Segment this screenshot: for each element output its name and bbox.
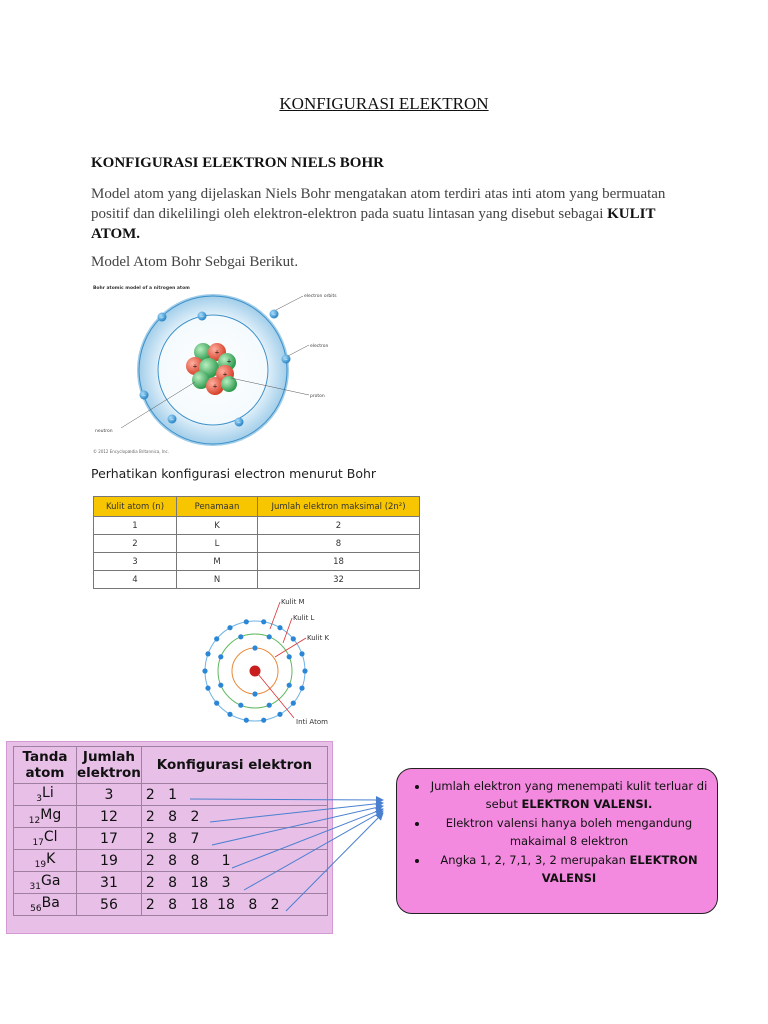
config-header-config: Konfigurasi elektron	[141, 747, 327, 784]
shell-electron	[218, 683, 223, 688]
bullet-text: Angka 1, 2, 7,1, 3, 2 merupakan	[440, 853, 626, 867]
atom-symbol	[14, 850, 77, 872]
valence-bullet-3	[429, 851, 709, 887]
bohr-figure-copyright: © 2012 Encyclopædia Britannica, Inc.	[93, 449, 170, 454]
svg-text:+: +	[222, 370, 228, 379]
svg-text:+: +	[192, 362, 198, 371]
config-header-row	[14, 747, 328, 784]
shell-table-header: Penamaan	[177, 497, 258, 517]
label-kulit-l: Kulit L	[293, 614, 315, 622]
shell-electron	[202, 668, 207, 673]
shell-table-header: Jumlah elektron maksimal (2n²)	[258, 497, 420, 517]
atomic-number: 19	[34, 859, 47, 870]
table-row	[94, 535, 420, 553]
element-symbol: Cl	[43, 829, 58, 846]
svg-text:–: –	[170, 417, 174, 423]
valence-info-box	[396, 768, 718, 914]
table-cell: M	[177, 553, 258, 571]
table-cell: 18	[258, 553, 420, 571]
electron-config-table	[6, 741, 333, 934]
shell-electron	[214, 636, 219, 641]
svg-text:+: +	[212, 382, 218, 391]
electron-config: 2 8 7	[141, 828, 327, 850]
table-cell: 8	[258, 535, 420, 553]
atomic-number: 17	[32, 837, 44, 848]
svg-text:–: –	[160, 315, 164, 321]
label-proton: proton	[310, 394, 325, 399]
bullet-bold: ELEKTRON VALENSI	[541, 853, 698, 885]
shell-electron	[205, 651, 210, 656]
electron-count: 56	[77, 894, 142, 916]
label-electron: electron	[310, 344, 329, 349]
atom-symbol	[14, 806, 77, 828]
shell-electron	[277, 712, 282, 717]
table-row	[14, 894, 328, 916]
table-cell: 32	[258, 571, 420, 589]
svg-text:+: +	[226, 357, 232, 366]
table-cell: 1	[94, 517, 177, 535]
shell-electron	[291, 636, 296, 641]
atom-symbol	[14, 828, 77, 850]
svg-text:–: –	[272, 312, 276, 318]
shell-capacity-table	[93, 496, 420, 589]
shell-electron	[227, 625, 232, 630]
atom-symbol	[14, 894, 77, 916]
electron-count: 12	[77, 806, 142, 828]
table-row	[14, 850, 328, 872]
intro-paragraph	[91, 184, 691, 244]
table-cell: N	[177, 571, 258, 589]
table-row	[14, 784, 328, 806]
table-cell: 2	[94, 535, 177, 553]
element-symbol: K	[46, 851, 56, 868]
element-symbol: Li	[42, 785, 54, 802]
atomic-number: 3	[36, 793, 43, 804]
shell-electron	[238, 703, 243, 708]
shell-table-header-row	[94, 497, 420, 517]
shell-electron	[252, 691, 257, 696]
table-row	[94, 553, 420, 571]
shell-electron	[214, 701, 219, 706]
atom-symbol	[14, 784, 77, 806]
section-heading: KONFIGURASI ELEKTRON NIELS BOHR	[91, 155, 384, 171]
electron-config: 2 1	[141, 784, 327, 806]
shell-electron	[277, 625, 282, 630]
electron-count: 3	[77, 784, 142, 806]
svg-text:–: –	[237, 420, 241, 426]
element-symbol: Mg	[40, 807, 62, 824]
shell-electron	[261, 619, 266, 624]
shell-electron	[261, 718, 266, 723]
table-cell: 4	[94, 571, 177, 589]
shell-electron	[267, 703, 272, 708]
shell-electron	[302, 668, 307, 673]
bohr-figure-title: Bohr atomic model of a nitrogen atom	[93, 286, 190, 291]
model-caption: Model Atom Bohr Sebgai Berikut.	[91, 254, 299, 270]
label-kulit-m: Kulit M	[281, 598, 305, 606]
shell-electron	[299, 651, 304, 656]
label-electron-orbits: electron orbits	[304, 294, 337, 299]
shell-electron	[244, 619, 249, 624]
bohr-atom-figure	[91, 282, 337, 456]
table-row	[94, 571, 420, 589]
atom-symbol	[14, 872, 77, 894]
table-cell: 3	[94, 553, 177, 571]
electron-config: 2 8 2	[141, 806, 327, 828]
label-kulit-k: Kulit K	[307, 634, 330, 642]
shell-electron	[227, 712, 232, 717]
atomic-number: 56	[30, 903, 42, 914]
shell-diagram	[190, 592, 340, 732]
svg-text:–: –	[142, 393, 146, 399]
shell-table-header: Kulit atom (n)	[94, 497, 177, 517]
bullet-text: Elektron valensi hanya boleh mengandung makaimal 8 elektron	[445, 816, 693, 848]
config-header-symbol: Tanda atom	[14, 747, 77, 784]
intro-end: .	[136, 226, 141, 242]
config-header-count: Jumlah elektron	[77, 747, 142, 784]
electron-count: 31	[77, 872, 142, 894]
svg-text:–: –	[200, 314, 204, 320]
electron-count: 19	[77, 850, 142, 872]
label-neutron: neutron	[95, 429, 113, 434]
shell-electron	[218, 654, 223, 659]
table-cell: L	[177, 535, 258, 553]
table-cell: 2	[258, 517, 420, 535]
shell-electron	[205, 686, 210, 691]
intro-bold: KULIT ATOM	[91, 206, 656, 242]
table-row	[94, 517, 420, 535]
element-symbol: Ba	[41, 895, 60, 912]
bullet-bold: ELEKTRON VALENSI.	[521, 797, 653, 811]
table-row	[14, 806, 328, 828]
shell-electron	[287, 654, 292, 659]
shell-electron	[291, 701, 296, 706]
config-caption: Perhatikan konfigurasi electron menurut Bohr	[91, 466, 377, 481]
table-row	[14, 872, 328, 894]
table-row	[14, 828, 328, 850]
label-inti-atom: Inti Atom	[296, 718, 328, 726]
shell-electron	[267, 634, 272, 639]
atomic-number: 12	[28, 815, 41, 826]
element-symbol: Ga	[41, 873, 61, 890]
shell-electron	[252, 645, 257, 650]
shell-electron	[244, 718, 249, 723]
svg-text:+: +	[214, 348, 220, 357]
shell-electron	[287, 683, 292, 688]
valence-bullet-2	[429, 814, 709, 850]
electron-config: 2 8 18 3	[141, 872, 327, 894]
atomic-number: 31	[29, 881, 41, 892]
electron-count: 17	[77, 828, 142, 850]
bullet-text: Jumlah elektron yang menempati kulit terluar di sebut	[430, 779, 708, 811]
document-title: KONFIGURASI ELEKTRON	[279, 94, 489, 113]
table-cell: K	[177, 517, 258, 535]
shell-electron	[299, 686, 304, 691]
shell-electron	[238, 634, 243, 639]
valence-bullet-1	[429, 777, 709, 813]
intro-text: Model atom yang dijelaskan Niels Bohr mengatakan atom terdiri atas inti atom yang bermuatan positif dan dikelilingi oleh elektron-elektron pada suatu lintasan yang disebut sebagai	[91, 186, 666, 222]
svg-text:–: –	[284, 357, 288, 363]
electron-config: 2 8 18 18 8 2	[141, 894, 327, 916]
electron-config: 2 8 8 1	[141, 850, 327, 872]
